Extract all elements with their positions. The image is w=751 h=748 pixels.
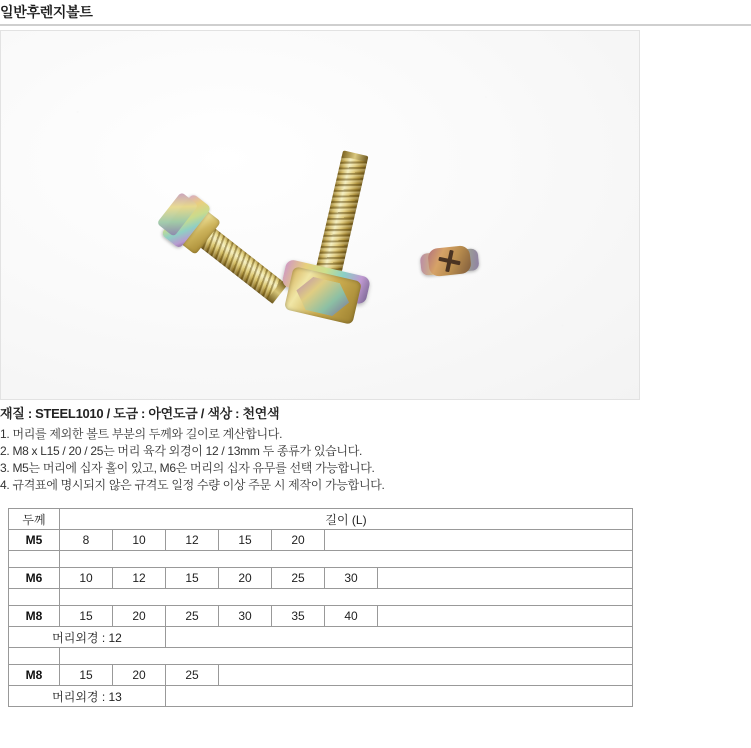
page-title: 일반후렌지볼트 (0, 4, 93, 20)
cell-value: 25 (166, 606, 219, 627)
note-item: 4. 규격표에 명시되지 않은 규격도 일정 수량 이상 주문 시 제작이 가능합니다. (0, 478, 385, 492)
table-row (9, 686, 633, 707)
table-spacer-row (9, 648, 633, 665)
table-row (9, 627, 633, 648)
row-label: M5 (9, 530, 60, 551)
cell-value: 25 (272, 568, 325, 589)
cell-value: 30 (219, 606, 272, 627)
cell-value: 10 (60, 568, 113, 589)
row-label: M8 (9, 665, 60, 686)
cell-empty (60, 589, 633, 606)
note-item: 1. 머리를 제외한 볼트 부분의 두께와 길이로 계산합니다. (0, 427, 283, 441)
cell-value: 35 (272, 606, 325, 627)
cell-value: 30 (325, 568, 378, 589)
bolt-small-phillips (412, 228, 489, 305)
table-row (9, 568, 633, 589)
cell-empty (9, 551, 60, 568)
row-label: M8 (9, 606, 60, 627)
cell-empty (60, 551, 633, 568)
cell-empty (166, 627, 633, 648)
note-item: 3. M5는 머리에 십자 홀이 있고, M6은 머리의 십자 유무를 선택 가능합니다. (0, 461, 375, 475)
cell-value: 12 (166, 530, 219, 551)
table-row (9, 665, 633, 686)
cell-value: 15 (219, 530, 272, 551)
table-row (9, 606, 633, 627)
table-spacer-row (9, 589, 633, 606)
cell-value: 15 (60, 606, 113, 627)
cell-value: 15 (166, 568, 219, 589)
material-spec-heading: 재질 : STEEL1010 / 도금 : 아연도금 / 색상 : 천연색 (0, 406, 280, 421)
cell-value: 20 (113, 665, 166, 686)
cell-value: 40 (325, 606, 378, 627)
header-length: 길이 (L) (60, 509, 633, 530)
size-spec-table (8, 508, 633, 707)
cell-empty (9, 648, 60, 665)
cell-value: 20 (219, 568, 272, 589)
cell-value: 15 (60, 665, 113, 686)
title-divider (0, 24, 751, 26)
row-label: M6 (9, 568, 60, 589)
head-diameter-note: 머리외경 : 12 (9, 627, 166, 648)
cell-value: 20 (113, 606, 166, 627)
cell-value: 12 (113, 568, 166, 589)
cell-empty (378, 568, 633, 589)
cell-empty (60, 648, 633, 665)
cell-value: 25 (166, 665, 219, 686)
table-row (9, 530, 633, 551)
bolt-thread (315, 156, 367, 277)
header-thickness: 두께 (9, 509, 60, 530)
cell-value: 8 (60, 530, 113, 551)
cell-value: 20 (272, 530, 325, 551)
head-diameter-note: 머리외경 : 13 (9, 686, 166, 707)
cell-empty (166, 686, 633, 707)
note-item: 2. M8 x L15 / 20 / 25는 머리 육각 외경이 12 / 13mm 두 종류가 있습니다. (0, 444, 363, 458)
cell-empty (378, 606, 633, 627)
table-spacer-row (9, 551, 633, 568)
table-header-row (9, 509, 633, 530)
cell-empty (219, 665, 633, 686)
product-photo (0, 30, 640, 400)
spec-notes (0, 426, 740, 494)
cell-empty (9, 589, 60, 606)
cell-value: 10 (113, 530, 166, 551)
cell-empty (325, 530, 633, 551)
